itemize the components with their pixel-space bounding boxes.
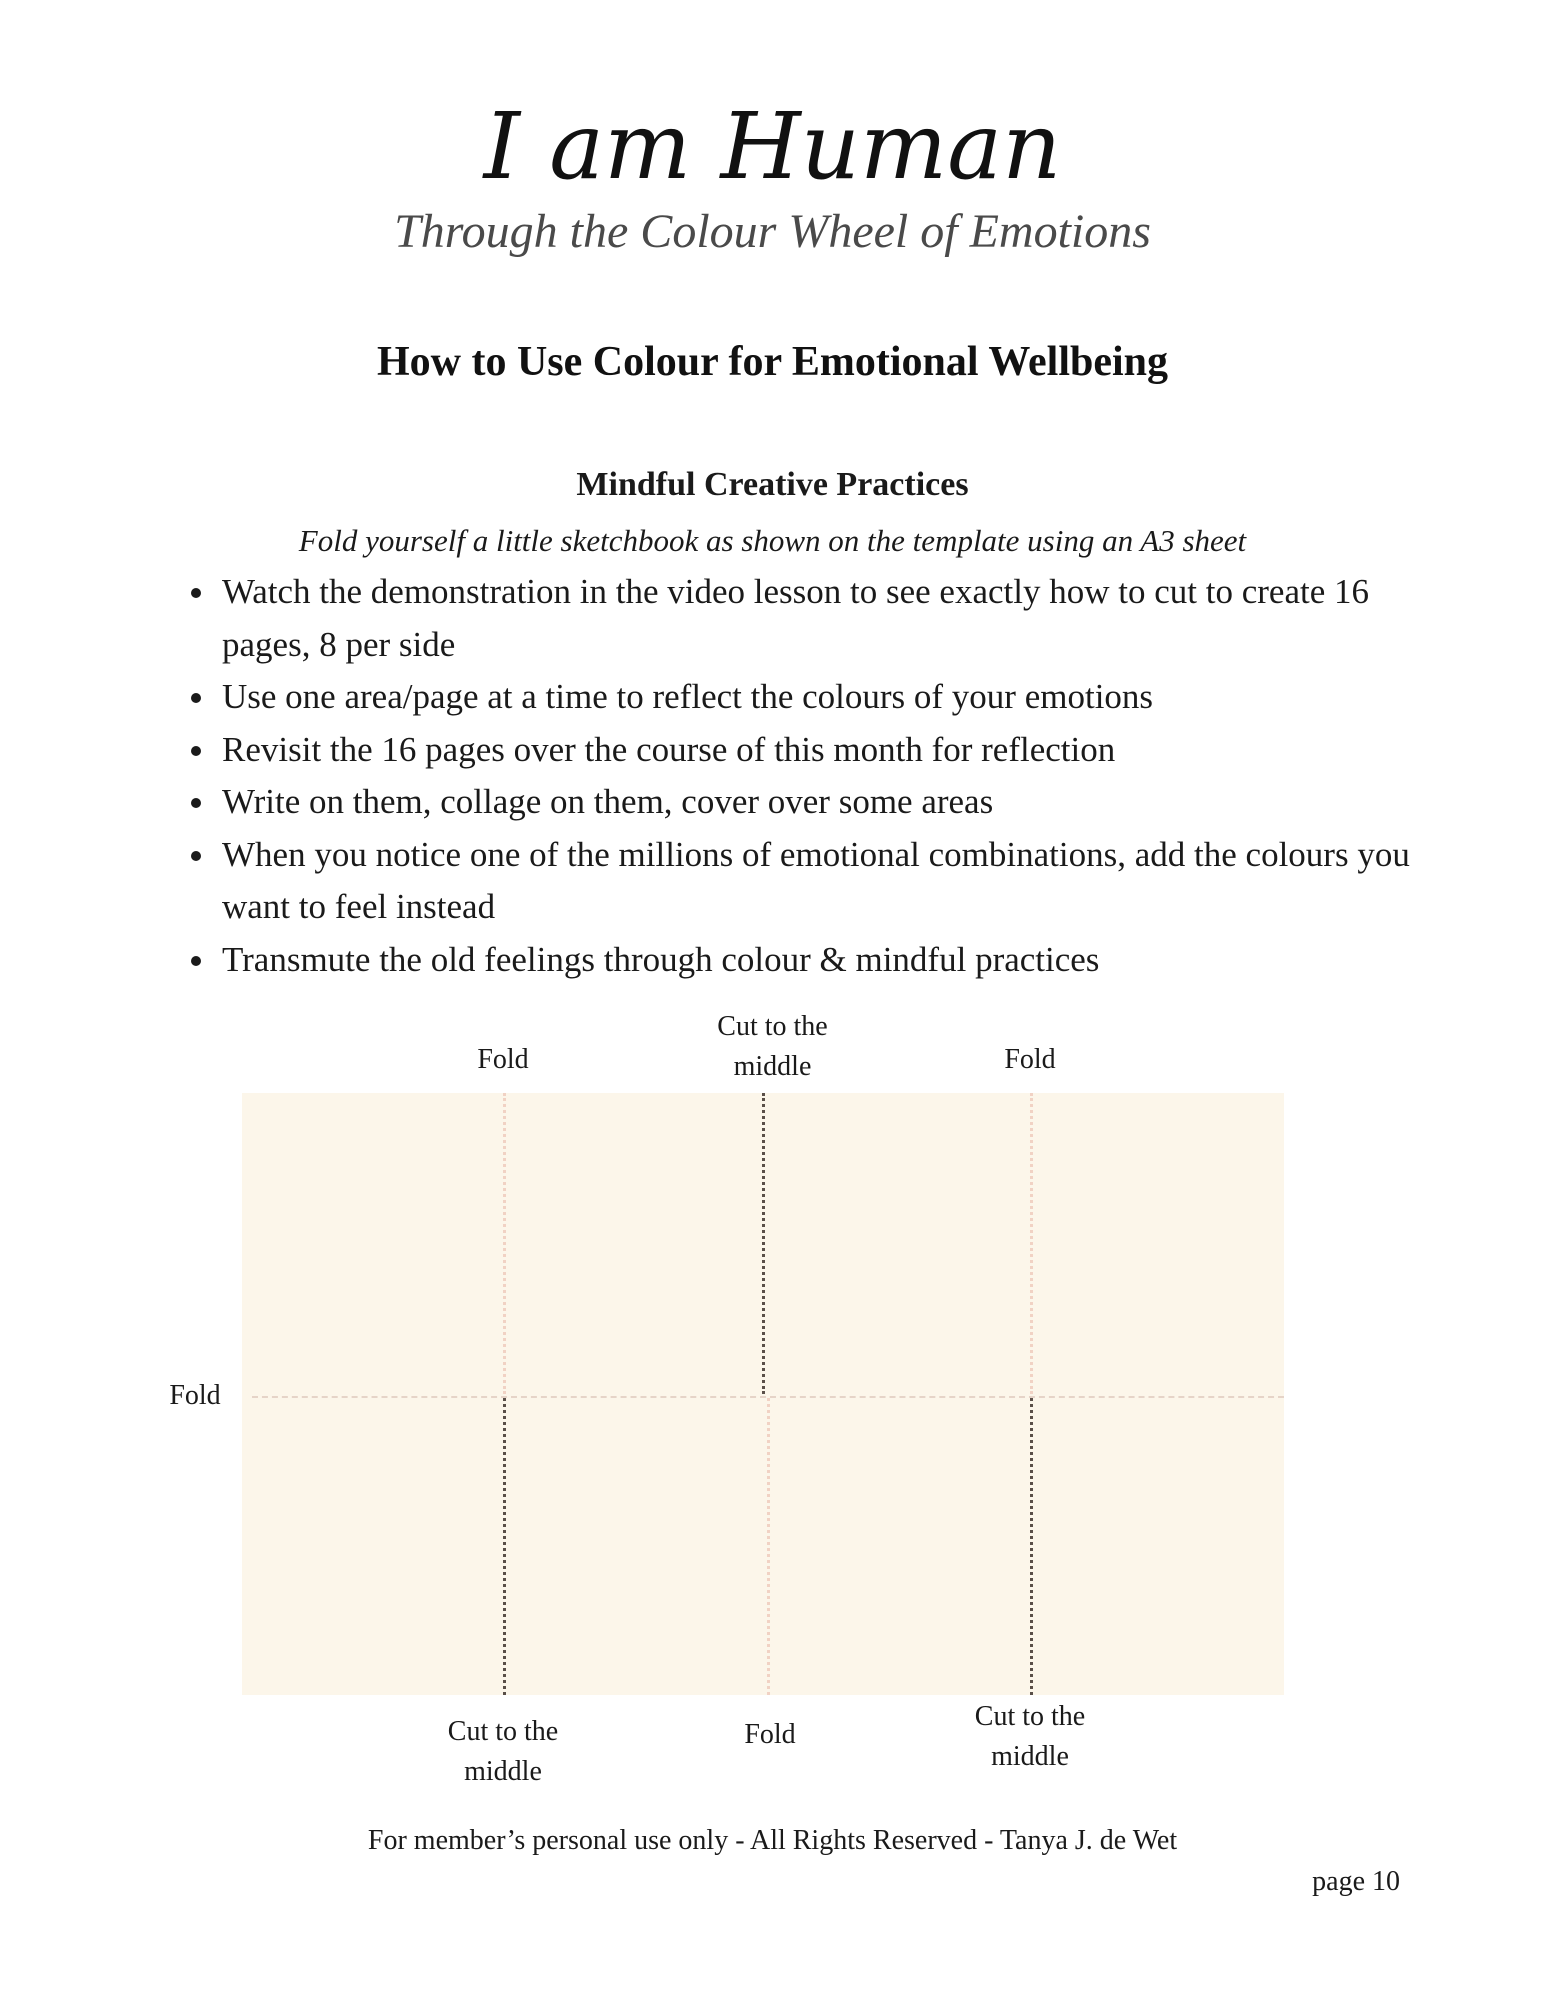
fold-line-top-right [1030,1093,1033,1394]
list-item: • Use one area/page at a time to reflect the colours of your emotions [218,671,1448,724]
footer-notice: For member’s personal use only - All Rights Reserved - Tanya J. de Wet [367,1825,1178,1856]
fold-line-bottom-middle [767,1398,770,1695]
cut-line-bottom-left [503,1398,506,1695]
document-title: I am Human [483,93,1062,200]
section-heading: How to Use Colour for Emotional Wellbeing [376,339,1169,385]
section-subheading: Mindful Creative Practices [576,466,969,503]
bottom-fold-label: Fold [744,1719,796,1750]
top-cut-label: Cut to the middle [717,1011,828,1082]
bottom-cut-label-left: Cut to the middle [447,1716,559,1787]
sketchbook-template [242,1093,1284,1695]
intro-text: Fold yourself a little sketchbook as shown on the template using an A3 sheet [298,523,1247,558]
document-subtitle: Through the Colour Wheel of Emotions [394,205,1151,258]
cut-line-bottom-right [1030,1398,1033,1695]
list-item: • Revisit the 16 pages over the course of this month for reflection [218,724,1448,777]
fold-line-top-left [503,1093,506,1394]
top-fold-label-right: Fold [1004,1044,1056,1075]
top-fold-label-left: Fold [477,1044,529,1075]
cut-line-top-middle [762,1093,765,1394]
list-item: • Write on them, collage on them, cover over some areas [218,776,1448,829]
list-item: • Transmute the old feelings through colour & mindful practices [218,934,1448,987]
instruction-list [178,566,1448,986]
list-item: • When you notice one of the millions of emotional combinations, add the colours you want to feel instead [218,829,1448,934]
bottom-cut-label-right: Cut to the middle [974,1701,1086,1772]
list-item: • Watch the demonstration in the video lesson to see exactly how to cut to create 16 pages, 8 per side [218,566,1448,671]
left-fold-label: Fold [169,1380,221,1411]
page-number: page 10 [1312,1866,1400,1897]
